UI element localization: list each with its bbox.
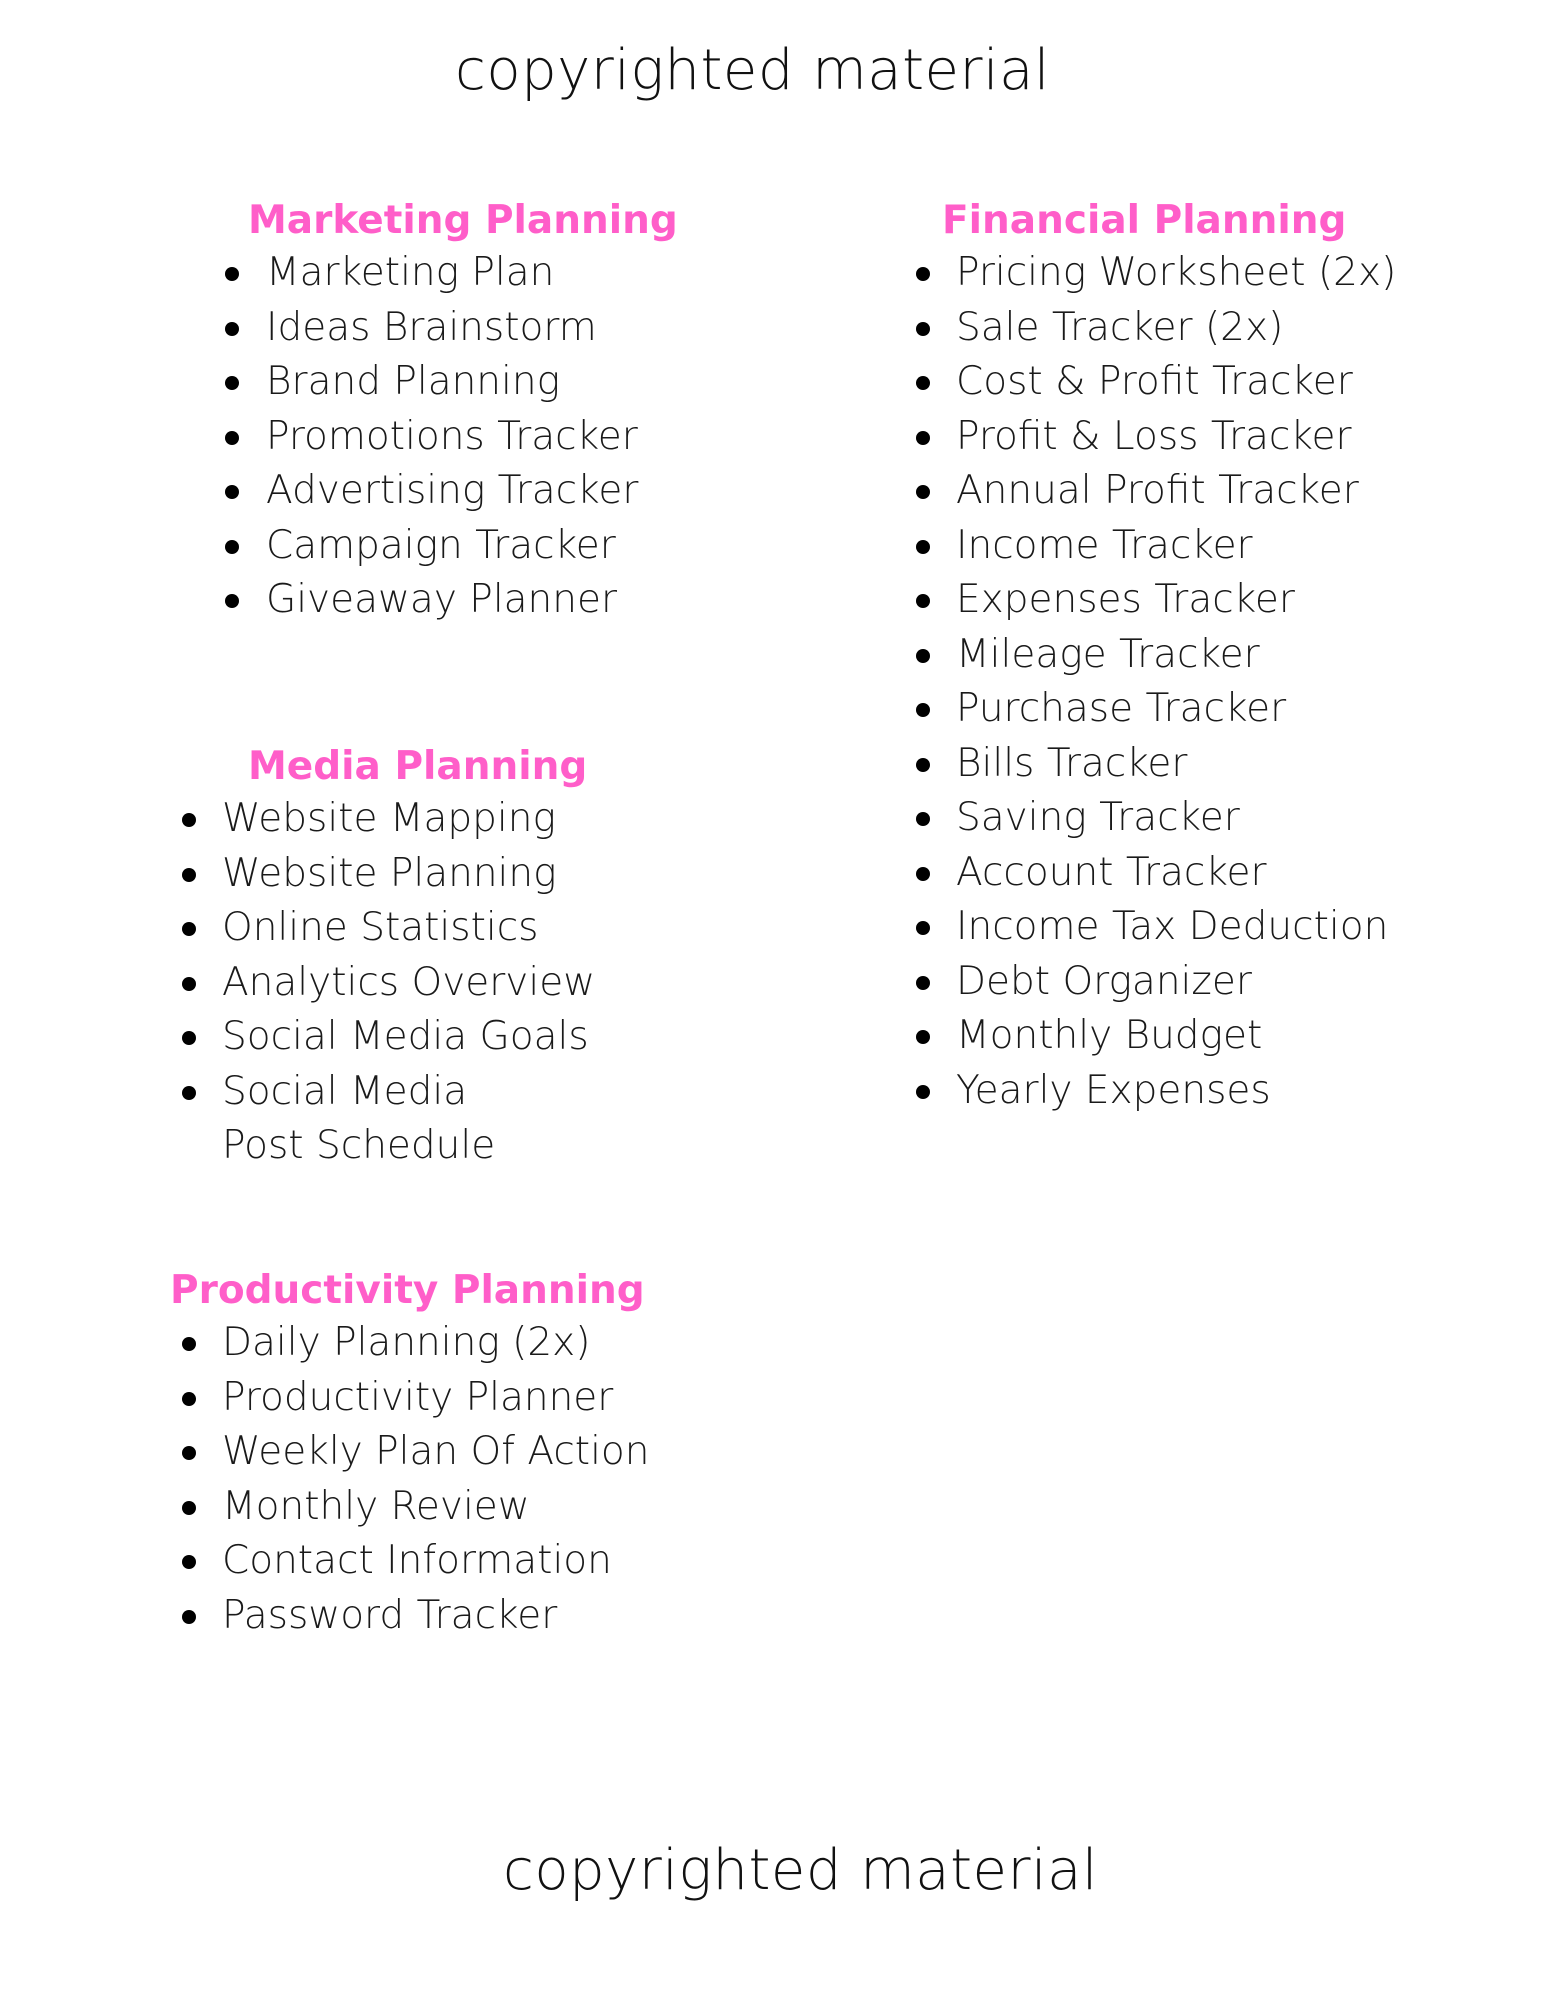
list-item: Social Media Post Schedule (0, 1065, 560, 1174)
list-item: Website Planning (0, 847, 760, 902)
productivity-planning-section (0, 1266, 760, 1643)
list-item: Pricing Worksheet (2x) (0, 246, 1545, 301)
bullet-icon (916, 267, 930, 281)
list-item: Income Tax Deduction (0, 900, 1545, 955)
section-title-marketing: Marketing Planning (248, 198, 678, 243)
financial-planning-section (0, 196, 1545, 1118)
section-title-media: Media Planning (248, 744, 588, 789)
bullet-icon (916, 976, 930, 990)
list-item: Yearly Expenses (0, 1064, 1545, 1119)
list-item: Campaign Tracker (0, 519, 760, 574)
list-item: Account Tracker (0, 846, 1545, 901)
section-title-financial: Financial Planning (942, 198, 1347, 243)
list-item: Monthly Budget (0, 1009, 1545, 1064)
list-item: Monthly Review (0, 1480, 760, 1535)
bullet-icon (916, 1085, 930, 1099)
watermark-top: copyrighted material (455, 38, 1050, 103)
section-title-productivity: Productivity Planning (170, 1268, 645, 1313)
bullet-icon (916, 431, 930, 445)
list-item: Daily Planning (2x) (0, 1316, 760, 1371)
bullet-icon (916, 758, 930, 772)
bullet-icon (916, 485, 930, 499)
list-item: Online Statistics (0, 901, 760, 956)
list-item: Saving Tracker (0, 791, 1545, 846)
financial-list (0, 246, 1545, 1118)
list-item: Analytics Overview (0, 956, 760, 1011)
list-item: Mileage Tracker (0, 628, 1545, 683)
list-item: Weekly Plan Of Action (0, 1425, 760, 1480)
bullet-icon (182, 1501, 196, 1515)
bullet-icon (916, 867, 930, 881)
bullet-icon (916, 376, 930, 390)
list-item: Debt Organizer (0, 955, 1545, 1010)
list-item: Brand Planning (0, 355, 760, 410)
list-item: Annual Profit Tracker (0, 464, 1545, 519)
bullet-icon (916, 703, 930, 717)
list-item: Advertising Tracker (0, 464, 760, 519)
list-item: Bills Tracker (0, 737, 1545, 792)
list-item: Ideas Brainstorm (0, 301, 760, 356)
bullet-icon (916, 812, 930, 826)
list-item: Website Mapping (0, 792, 760, 847)
bullet-icon (916, 649, 930, 663)
list-item: Profit & Loss Tracker (0, 410, 1545, 465)
list-item: Expenses Tracker (0, 573, 1545, 628)
watermark-bottom: copyrighted material (503, 1838, 1098, 1903)
list-item: Sale Tracker (2x) (0, 301, 1545, 356)
list-item: Productivity Planner (0, 1371, 760, 1426)
productivity-list (0, 1316, 760, 1643)
bullet-icon (916, 921, 930, 935)
bullet-icon (182, 1337, 196, 1351)
list-item: Purchase Tracker (0, 682, 1545, 737)
bullet-icon (916, 540, 930, 554)
list-item: Promotions Tracker (0, 410, 760, 465)
list-item: Password Tracker (0, 1589, 760, 1644)
bullet-icon (182, 1610, 196, 1624)
bullet-icon (916, 1030, 930, 1044)
bullet-icon (916, 322, 930, 336)
list-item: Social Media Goals (0, 1010, 760, 1065)
bullet-icon (182, 1446, 196, 1460)
bullet-icon (182, 1392, 196, 1406)
bullet-icon (182, 1555, 196, 1569)
list-item: Giveaway Planner (0, 573, 760, 628)
list-item: Marketing Plan (0, 246, 760, 301)
bullet-icon (916, 594, 930, 608)
list-item: Income Tracker (0, 519, 1545, 574)
list-item: Cost & Profit Tracker (0, 355, 1545, 410)
list-item: Contact Information (0, 1534, 760, 1589)
